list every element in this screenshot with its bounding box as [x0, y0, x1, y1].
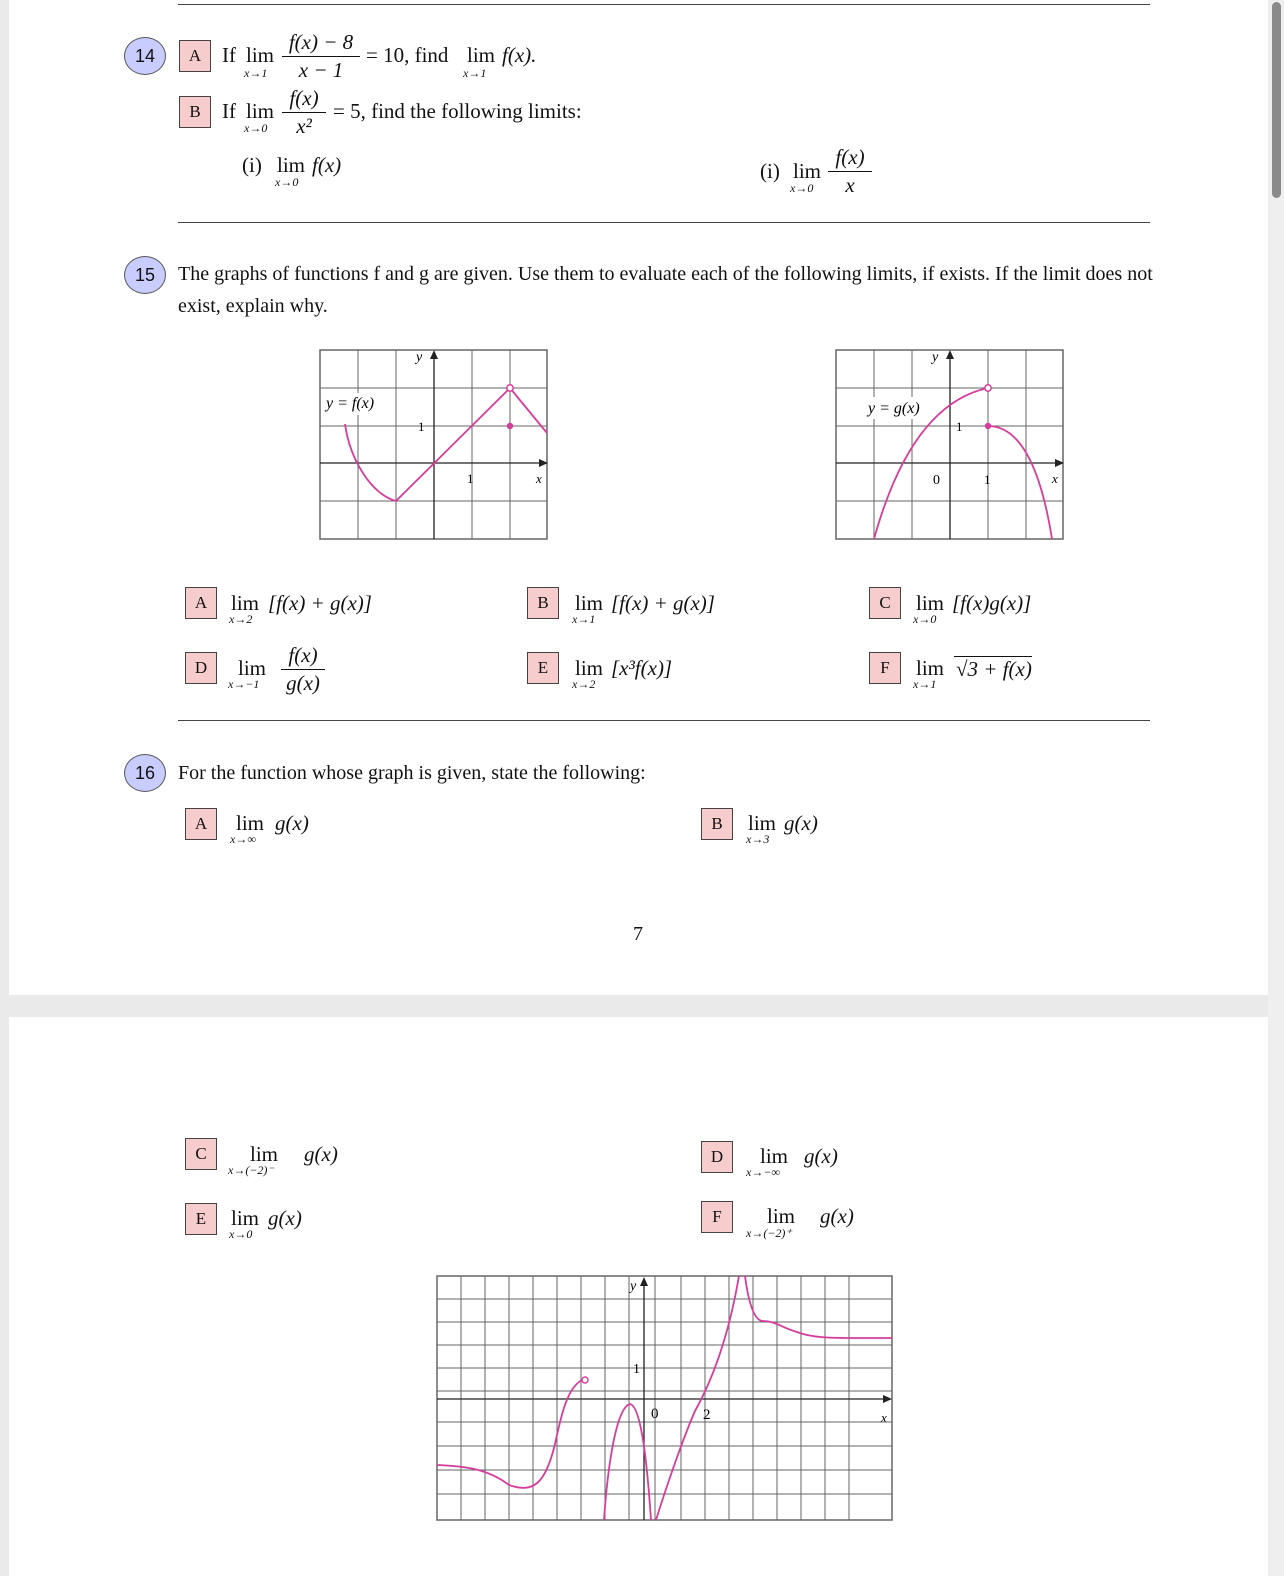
- y-axis-label: y: [932, 350, 939, 365]
- question-number-14: 14: [124, 37, 166, 75]
- y-axis-arrow: [430, 350, 438, 359]
- filled-point: [985, 423, 991, 429]
- part-label-16e: E: [185, 1203, 217, 1235]
- lim: lim: [916, 591, 945, 615]
- denominator: x²: [296, 114, 312, 138]
- part-label-15b: B: [527, 587, 559, 619]
- function-expression: f(x).: [502, 43, 537, 67]
- x-axis-label: x: [881, 1410, 887, 1425]
- equation-text: = 5, find the following limits:: [333, 99, 582, 123]
- part-label-14b: B: [179, 96, 211, 128]
- graph-g-16: [437, 1276, 894, 1522]
- g-curve-right: [988, 426, 1052, 539]
- part-label-15e: E: [527, 652, 559, 684]
- filled-point: [507, 423, 513, 429]
- y-axis-label: y: [630, 1279, 637, 1294]
- lim: lim: [231, 591, 260, 615]
- function-expression: f(x): [312, 153, 342, 177]
- divider: [178, 4, 1150, 5]
- lim: lim: [467, 43, 496, 67]
- g-curve-left: [437, 1380, 585, 1488]
- lim-subscript: x→3: [746, 832, 770, 846]
- limit-expression: [f(x) + g(x)]: [611, 591, 715, 615]
- lim-subscript: x→1: [913, 677, 937, 691]
- lim: lim: [767, 1204, 796, 1228]
- part-label-14a: A: [179, 40, 211, 72]
- limit-expression: [f(x) + g(x)]: [268, 591, 372, 615]
- denominator: g(x): [286, 671, 320, 695]
- question-number-16: 16: [124, 754, 166, 792]
- lim-subscript: x→2: [572, 677, 596, 691]
- part-label-15c: C: [869, 587, 901, 619]
- page-number: 7: [633, 923, 643, 945]
- lim-subscript: x→(−2)⁺: [746, 1226, 792, 1240]
- part-label-16d: D: [701, 1141, 733, 1173]
- lim: lim: [916, 656, 945, 680]
- limit-expression: g(x): [275, 811, 309, 835]
- part-label-15d: D: [185, 652, 217, 684]
- lim: lim: [793, 159, 822, 183]
- limit-expression: √3 + f(x): [956, 657, 1032, 681]
- text-if: If: [222, 99, 236, 123]
- numerator: f(x) − 8: [282, 30, 360, 57]
- lim-subscript: x→0: [229, 1227, 253, 1241]
- tick-label: 1: [418, 419, 425, 434]
- part-label-16c: C: [185, 1138, 217, 1170]
- lim-subscript: x→2: [229, 612, 253, 626]
- grid: [437, 1276, 892, 1520]
- scrollbar-thumb[interactable]: [1272, 2, 1281, 198]
- lim-subscript: x→1: [572, 612, 596, 626]
- lim: lim: [236, 811, 265, 835]
- tick-label: 1: [633, 1362, 640, 1377]
- sub-part-tag: (i): [242, 153, 262, 177]
- limit-expression: g(x): [268, 1206, 302, 1230]
- lim-subscript: x→0: [275, 175, 299, 189]
- divider: [178, 720, 1150, 721]
- fraction-14a: [282, 30, 360, 83]
- fraction-14b: [282, 86, 326, 139]
- x-axis-arrow: [883, 1395, 892, 1403]
- open-point: [985, 385, 991, 391]
- limit-expression: [x³f(x)]: [611, 656, 673, 680]
- denominator: x − 1: [298, 58, 344, 82]
- tick-label: 0: [651, 1406, 659, 1422]
- lim-subscript: x→(−2)⁻: [228, 1163, 274, 1177]
- part-label-16a: A: [185, 808, 217, 840]
- lim-subscript: x→1: [244, 66, 268, 80]
- lim: lim: [575, 656, 604, 680]
- part-label-16b: B: [701, 808, 733, 840]
- lim-subscript: x→∞: [230, 832, 256, 846]
- fraction-14b-ii: [828, 145, 872, 198]
- lim: lim: [238, 656, 267, 680]
- lim: lim: [246, 43, 275, 67]
- lim-subscript: x→0: [244, 121, 268, 135]
- question-number-15: 15: [124, 256, 166, 294]
- lim: lim: [575, 591, 604, 615]
- lim-subscript: x→0: [790, 181, 814, 195]
- lim-subscript: x→−∞: [746, 1165, 780, 1179]
- divider: [178, 222, 1150, 223]
- tick-label: 1: [984, 472, 991, 487]
- tick-label: 2: [703, 1407, 711, 1423]
- graph-f: [320, 350, 548, 540]
- limit-expression: g(x): [804, 1144, 838, 1168]
- graph-g: [836, 350, 1064, 540]
- part-label-16f: F: [701, 1201, 733, 1233]
- sub-part-tag: (i): [760, 159, 780, 183]
- y-axis-arrow: [946, 350, 954, 359]
- lim-subscript: x→−1: [228, 677, 260, 691]
- tick-label: 0: [933, 473, 940, 488]
- grid-border: [437, 1276, 892, 1520]
- numerator: f(x): [282, 86, 326, 113]
- limit-expression: g(x): [784, 811, 818, 835]
- g-curve-right-rise: [656, 1276, 739, 1520]
- lim: lim: [231, 1206, 260, 1230]
- limit-expression: g(x): [304, 1142, 338, 1166]
- tick-label: 1: [956, 419, 963, 434]
- graph-label: y = g(x): [868, 400, 920, 417]
- lim: lim: [250, 1142, 279, 1166]
- graph-label: y = f(x): [326, 395, 375, 412]
- equation-text: = 10, find: [366, 43, 449, 67]
- open-point: [507, 385, 513, 391]
- page-1: [9, 0, 1275, 995]
- g-curve-right-tail: [745, 1276, 892, 1338]
- limit-expression: g(x): [820, 1204, 854, 1228]
- lim: lim: [748, 811, 777, 835]
- x-axis-label: x: [1052, 471, 1058, 486]
- fraction-15d: [281, 643, 325, 696]
- denominator: x: [845, 173, 855, 197]
- lim-subscript: x→0: [913, 612, 937, 626]
- limit-expression: [f(x)g(x)]: [952, 591, 1032, 615]
- tick-label: 1: [467, 471, 474, 486]
- lim: lim: [277, 153, 306, 177]
- y-axis-arrow: [640, 1277, 648, 1286]
- lim: lim: [760, 1144, 789, 1168]
- scrollbar[interactable]: [1268, 0, 1284, 1576]
- text-if: If: [222, 43, 236, 67]
- part-label-15a: A: [185, 587, 217, 619]
- numerator: f(x): [828, 145, 872, 172]
- y-axis-label: y: [416, 350, 423, 365]
- part-label-15f: F: [869, 652, 901, 684]
- question-text-16: For the function whose graph is given, state the following:: [178, 762, 646, 784]
- numerator: f(x): [281, 643, 325, 670]
- x-axis-label: x: [536, 471, 542, 486]
- lim-subscript: x→1: [463, 66, 487, 80]
- lim: lim: [246, 99, 275, 123]
- question-text-15: The graphs of functions f and g are given. Use them to evaluate each of the following limits, if exists. If the limit does not exist, explain why.: [178, 263, 1153, 317]
- open-point: [582, 1377, 588, 1383]
